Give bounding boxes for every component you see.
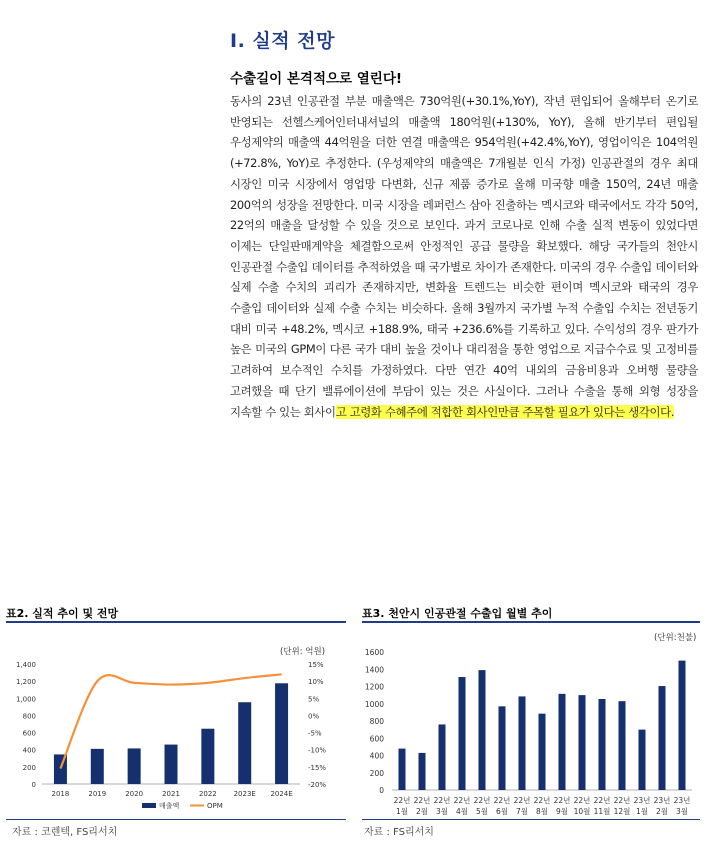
revenue-bar <box>128 748 141 784</box>
fig2-rule <box>6 621 346 623</box>
y-tick-label: 1000 <box>364 699 384 709</box>
x-tick-label-year: 22년 <box>473 796 491 805</box>
x-tick-label: 2022 <box>198 790 217 798</box>
revenue-bar <box>275 683 288 784</box>
legend-revenue-label: 매출액 <box>159 802 180 810</box>
x-tick-label-month: 10월 <box>573 807 591 816</box>
y-tick-label: 1400 <box>364 665 384 675</box>
x-tick-label: 2023E <box>233 790 256 798</box>
x-tick-label-month: 1월 <box>395 807 409 816</box>
x-tick-label-year: 22년 <box>593 796 611 805</box>
x-tick-label-month: 3월 <box>675 807 689 816</box>
highlighted-text: 고 고령화 수혜주에 적합한 회사인만큼 주목할 필요가 있다는 생각이다. <box>335 404 675 419</box>
x-tick-label-month: 7월 <box>515 807 529 816</box>
x-tick-label: 2021 <box>162 790 180 798</box>
y-left-tick-label: 0 <box>31 781 36 789</box>
x-tick-label-year: 22년 <box>613 796 631 805</box>
section-title: I. 실적 전망 <box>230 30 335 52</box>
y-right-tick-label: -10% <box>308 746 327 755</box>
x-tick-label: 2019 <box>88 790 107 798</box>
x-tick-label-month: 4월 <box>455 807 469 816</box>
x-tick-label-year: 22년 <box>533 796 551 805</box>
y-right-tick-label: -5% <box>308 729 322 738</box>
x-tick-label-year: 22년 <box>453 796 471 805</box>
x-tick-label-year: 22년 <box>573 796 591 805</box>
fig2-source-rule <box>6 819 346 820</box>
x-tick-label-year: 22년 <box>393 796 411 805</box>
export-bar <box>639 730 646 790</box>
x-tick-label-month: 8월 <box>535 807 549 816</box>
x-tick-label-year: 23년 <box>673 796 691 805</box>
y-left-tick-label: 1,200 <box>15 678 36 687</box>
fig2-title: 표2. 실적 추이 및 전망 <box>6 607 119 620</box>
revenue-bar <box>165 745 178 784</box>
y-right-tick-label: 0% <box>308 712 320 721</box>
x-tick-label-month: 12월 <box>613 807 631 816</box>
x-tick-label-year: 22년 <box>433 796 451 805</box>
legend-opm-label: OPM <box>207 802 223 810</box>
revenue-bar <box>91 749 104 784</box>
export-bar <box>439 724 446 790</box>
export-bar <box>499 706 506 790</box>
revenue-bar <box>201 729 214 784</box>
revenue-bar <box>238 702 251 784</box>
x-tick-label-month: 1월 <box>635 807 649 816</box>
fig3-source-rule <box>362 819 700 820</box>
y-left-tick-label: 1,000 <box>15 695 36 704</box>
fig3-unit: (단위:천불) <box>654 633 697 643</box>
x-tick-label: 2020 <box>125 790 144 798</box>
y-tick-label: 400 <box>369 751 384 761</box>
body-main-text: 동사의 23년 인공관절 부분 매출액은 730억원(+30.1%,YoY), 작년 편입되어 올해부터 온기로 반영되는 선헬스케어인터내셔널의 매출액 180억원(+130%, YoY), 올해 반기부터 편입될 우성제약의 매출액 44억원을 더한 연결 매출액은 954억원(+42.4%,YoY), 영업이익은 104억원(+72.8%, YoY)로 추정한다. (우성제약의 매출액은 7개월분 인식 가정) 인공관절의 경우 최대 시장인 미국 시장에서 영업망 다변화, 신규 제품 증가로 올해 미국향 매출 150억, 24년 매출 200억의 성장을 전망한다. 미국 시장을 레퍼런스 삼아 진출하는 멕시코와 태국에서도 각각 50억, 22억의 매출을 달성할 수 있을 것으로 보인다. 과거 코로나로 인해 수출 실적 변동이 있었다면 이제는 단일판매계약을 체결함으로써 안정적인 공급 물량을 확보했다. 해당 국가들의 천안시 인공관절 수출입 데이터를 추적하였을 때 국가별로 차이가 존재한다. 미국의 경우 수출입 데이터와 실제 수출 수치의 괴리가 존재하지만, 변화율 트렌드는 비슷한 편이며 멕시코와 태국의 경우 수출입 데이터와 실제 수출 수치는 비슷하다. 올해 3월까지 국가별 누적 수출입 수치는 전년동기 대비 미국 +48.2%, 멕시코 +188.9%, 태국 +236.6%를 기록하고 있다. 수익성의 경우 판가가 높은 미국의 GPM이 다른 국가 대비 높을 것이나 대리점을 통한 영업으로 지급수수료 및 고정비를 고려하여 보수적인 수치를 가정하였다. 다만 연간 40억 내외의 금융비용과 오버행 물량을 고려했을 때 단기 밸류에이션에 부담이 있는 것은 사실이다. 그러나 수출을 통해 외형 성장을 지속할 수 있는 회사이 <box>230 94 698 419</box>
fig3-title: 표3. 천안시 인공관절 수출입 월별 추이 <box>362 607 553 620</box>
y-left-tick-label: 600 <box>22 729 36 738</box>
y-left-tick-label: 800 <box>22 712 36 721</box>
y-right-tick-label: 10% <box>308 678 324 687</box>
y-right-tick-label: 5% <box>308 695 320 704</box>
x-tick-label-month: 5월 <box>475 807 489 816</box>
y-tick-label: 0 <box>379 786 384 795</box>
export-bar <box>419 753 426 790</box>
x-tick-label-year: 23년 <box>653 796 671 805</box>
x-tick-label-year: 22년 <box>553 796 571 805</box>
fig3-rule <box>362 621 700 623</box>
export-bar <box>579 695 586 790</box>
y-tick-label: 800 <box>369 717 384 726</box>
x-tick-label-month: 2월 <box>415 807 429 816</box>
export-bar <box>399 749 406 790</box>
legend-revenue-swatch <box>142 803 156 808</box>
y-tick-label: 1200 <box>364 682 384 692</box>
y-tick-label: 1600 <box>364 648 384 657</box>
x-tick-label-year: 23년 <box>633 796 651 805</box>
fig2-chart <box>6 652 346 817</box>
y-right-tick-label: -15% <box>308 763 327 772</box>
x-tick-label-year: 22년 <box>413 796 431 805</box>
fig2-unit: (단위: 억원) <box>280 647 326 657</box>
export-bar <box>479 670 486 790</box>
x-tick-label-month: 3월 <box>435 807 449 816</box>
y-left-tick-label: 400 <box>22 746 36 755</box>
y-tick-label: 600 <box>369 734 384 744</box>
x-tick-label-year: 22년 <box>493 796 511 805</box>
x-tick-label: 2024E <box>270 790 293 798</box>
fig2-source: 자료 : 코렌텍, FS리서치 <box>12 827 118 838</box>
y-tick-label: 200 <box>369 768 384 778</box>
fig3-chart <box>362 640 700 820</box>
export-bar <box>619 701 626 790</box>
x-tick-label-month: 11월 <box>593 807 611 816</box>
y-right-tick-label: -20% <box>308 781 327 789</box>
x-tick-label: 2018 <box>51 790 70 798</box>
x-tick-label-month: 2월 <box>655 807 669 816</box>
export-bar <box>559 694 566 790</box>
x-tick-label-month: 6월 <box>495 807 509 816</box>
y-left-tick-label: 1,400 <box>15 661 36 669</box>
export-bar <box>659 686 666 790</box>
y-right-tick-label: 15% <box>308 661 324 669</box>
sub-heading: 수출길이 본격적으로 열린다! <box>230 71 403 87</box>
export-bar <box>599 699 606 790</box>
fig3-source: 자료 : FS리서치 <box>364 827 434 838</box>
x-tick-label-month: 9월 <box>555 807 569 816</box>
export-bar <box>539 714 546 790</box>
y-left-tick-label: 200 <box>22 763 36 772</box>
export-bar <box>679 661 686 790</box>
export-bar <box>519 696 526 790</box>
x-tick-label-year: 22년 <box>513 796 531 805</box>
export-bar <box>459 677 466 790</box>
body-paragraph <box>230 91 698 422</box>
